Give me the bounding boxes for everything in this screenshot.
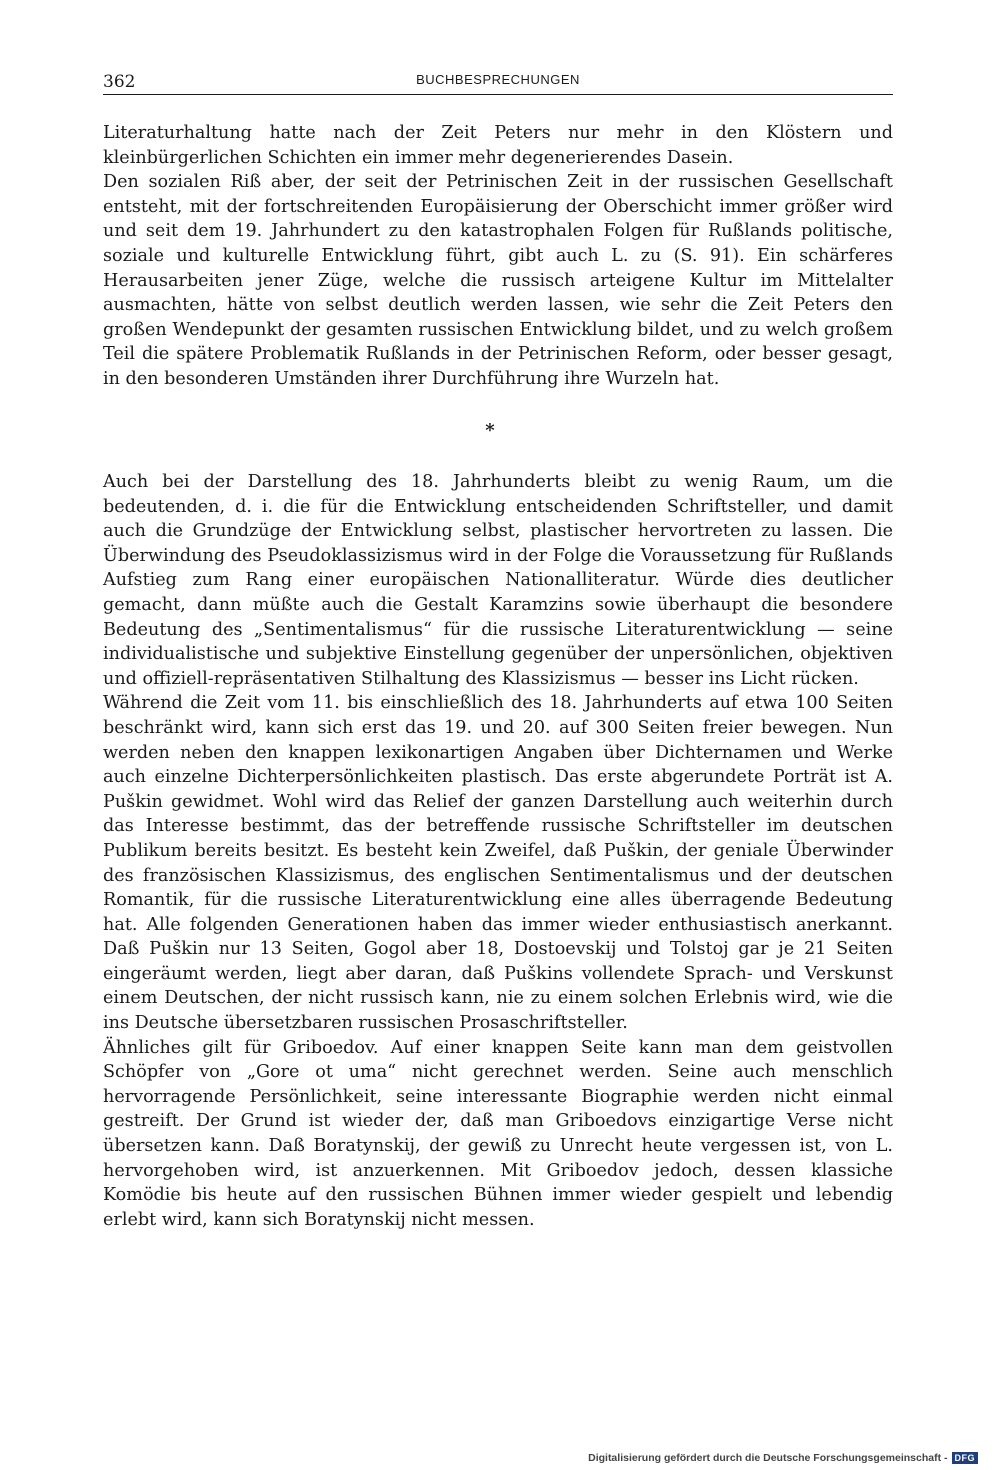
paragraph: Während die Zeit vom 11. bis einschließlich des 18. Jahrhunderts auf etwa 100 Seiten beschränkt wird, kann sich erst das 19. und 20. auf 300 Seiten freier bewegen. Nun werden neben den knappen lexikonartigen Angaben über Dichternamen und Werke auch einzelne Dichterpersönlichkeiten plastisch. Das erste abgerundete Porträt ist A. Puškin gewidmet. Wohl wird das Relief der ganzen Darstellung auch weiterhin durch das Interesse bestimmt, das der betreffende russische Schriftsteller im deutschen Publikum bereits besitzt. Es besteht kein Zweifel, daß Puškin, der geniale Überwinder des französischen Klassizismus, des englischen Sentimentalismus und der deutschen Romantik, für die russische Literaturentwicklung eine alles überragende Bedeutung hat. Alle folgenden Generationen haben das immer wieder enthusiastisch anerkannt. Daß Puškin nur 13 Seiten, Gogol aber 18, Dostoevskij und Tolstoj gar je 21 Seiten eingeräumt werden, liegt aber daran, daß Puškins vollendete Sprach- und Verskunst einem Deutschen, der nicht russisch kann, nie zu einem solchen Erlebnis wird, wie die ins Deutsche übersetzbaren russischen Prosaschriftsteller. <box>103 693 893 1034</box>
section-separator: * <box>485 420 495 441</box>
dfg-logo: DFG <box>952 1452 979 1464</box>
running-head: BUCHBESPRECHUNGEN <box>416 72 580 87</box>
text-block-top <box>103 121 893 392</box>
footer-text: Digitalisierung gefördert durch die Deutsche Forschungsgemeinschaft - <box>588 1452 948 1464</box>
paragraph: Auch bei der Darstellung des 18. Jahrhunderts bleibt zu wenig Raum, um die bedeutenden, d. i. die für die Entwicklung entscheidenden Schriftsteller, und damit auch die Grundzüge der Entwicklung selbst, plastischer hervortreten zu lassen. Die Überwindung des Pseudoklassizismus wird in der Folge die Voraussetzung für Rußlands Aufstieg zum Rang einer europäischen Nationalliteratur. Würde dies deutlicher gemacht, dann müßte auch die Gestalt Karamzins sowie überhaupt die besondere Bedeutung des „Sentimentalismus“ für die russische Literaturentwicklung — seine individualistische und subjektive Einstellung gegenüber der unpersönlichen, objektiven und offiziell-repräsentativen Stilhaltung des Klassizismus — besser ins Licht rücken. <box>103 472 893 689</box>
page-number: 362 <box>103 72 136 92</box>
paragraph: Den sozialen Riß aber, der seit der Petrinischen Zeit in der russischen Gesellschaft entsteht, mit der fortschreitenden Europäisierung der Oberschicht immer größer wird und seit dem 19. Jahrhundert zu den katastrophalen Folgen für Rußlands politische, soziale und kulturelle Entwicklung führt, gibt auch L. zu (S. 91). Ein schärferes Herausarbeiten jener Züge, welche die russisch arteigene Kultur im Mittelalter ausmachten, hätte von selbst deutlich werden lassen, wie sehr die Zeit Peters den großen Wendepunkt der gesamten russischen Entwicklung bildet, und zu welch großem Teil die spätere Problematik Rußlands in der Petrinischen Reform, oder besser gesagt, in den besonderen Umständen ihrer Durchführung ihre Wurzeln hat. <box>103 172 893 389</box>
paragraph: Literaturhaltung hatte nach der Zeit Peters nur mehr in den Klöstern und kleinbürgerlichen Schichten ein immer mehr degenerierendes Dasein. <box>103 123 893 168</box>
text-block-bottom <box>103 470 893 1232</box>
digitization-footer <box>588 1452 978 1464</box>
page-header <box>103 70 893 96</box>
header-rule <box>103 94 893 95</box>
paragraph: Ähnliches gilt für Griboedov. Auf einer knappen Seite kann man dem geistvollen Schöpfer von „Gore ot uma“ nicht gerechnet werden. Seine auch menschlich hervorragende Persönlichkeit, seine interessante Biographie werden nicht einmal gestreift. Der Grund ist wieder der, daß man Griboedovs einzigartige Verse nicht übersetzen kann. Daß Boratynskij, der gewiß zu Unrecht heute vergessen ist, von L. hervorgehoben wird, ist anzuerkennen. Mit Griboedov jedoch, dessen klassiche Komödie bis heute auf den russischen Bühnen immer wieder gespielt und lebendig erlebt wird, kann sich Boratynskij nicht messen. <box>103 1037 893 1230</box>
